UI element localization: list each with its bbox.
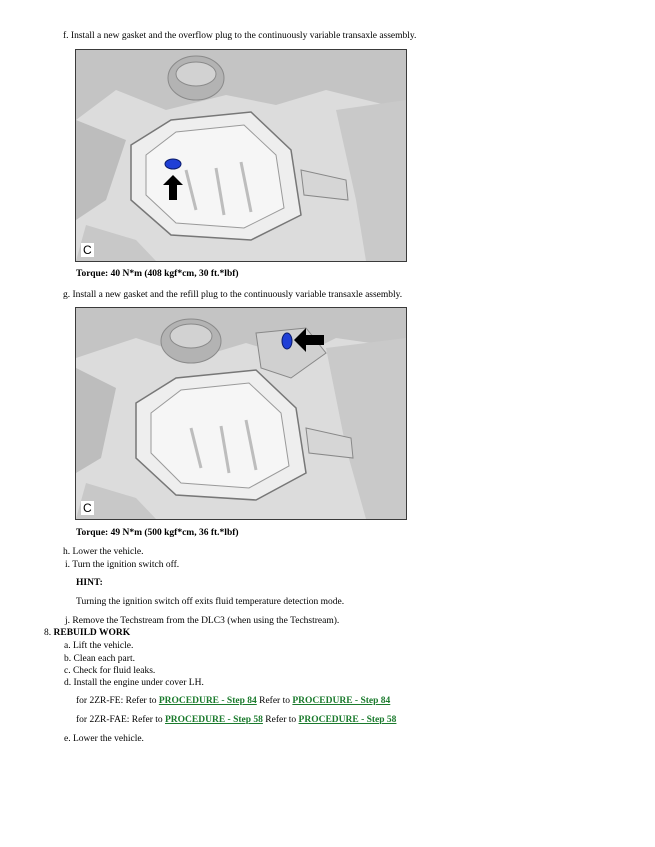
step-marker: g.: [63, 290, 71, 300]
step-text: Turn the ignition switch off.: [72, 560, 180, 570]
step-text: Install a new gasket and the overflow plug to the continuously variable transaxle assembly.: [70, 31, 417, 41]
procedure-link[interactable]: PROCEDURE - Step 84: [158, 696, 257, 706]
hint-text: Turning the ignition switch off exits fluid temperature detection mode.: [76, 597, 345, 607]
step-marker: f.: [63, 31, 69, 41]
ref-mid: Refer to: [262, 715, 299, 725]
item-e: [64, 733, 144, 745]
figure-label: C: [83, 501, 92, 515]
item-marker: d.: [64, 678, 72, 688]
item-marker: c.: [64, 666, 71, 676]
item-text: Install the engine under cover LH.: [73, 678, 204, 688]
item-text: Lower the vehicle.: [72, 734, 144, 744]
overflow-plug-highlight: [165, 159, 181, 169]
refill-plug-highlight: [282, 333, 292, 349]
overflow-plug-illustration: [75, 49, 407, 262]
transaxle-drawing: [76, 50, 406, 261]
procedure-link[interactable]: PROCEDURE - Step 84: [292, 696, 391, 706]
item-marker: b.: [64, 654, 72, 664]
step-j: [65, 615, 339, 627]
ref-2zr-fe: [76, 695, 390, 707]
step-text: Remove the Techstream from the DLC3 (when using the Techstream).: [72, 616, 340, 626]
item-text: Clean each part.: [73, 654, 135, 664]
ref-prefix: for 2ZR-FE: Refer to: [76, 696, 159, 706]
refill-plug-illustration: [75, 307, 407, 520]
step-text: Lower the vehicle.: [72, 547, 144, 557]
ref-prefix: for 2ZR-FAE: Refer to: [76, 715, 165, 725]
transaxle-drawing: [76, 308, 406, 519]
ref-2zr-fae: [76, 714, 396, 726]
step-marker: h.: [63, 547, 71, 557]
section-marker: 8.: [44, 628, 52, 638]
procedure-link[interactable]: PROCEDURE - Step 58: [298, 715, 397, 725]
item-a: [64, 640, 133, 652]
step-text: Install a new gasket and the refill plug to the continuously variable transaxle assembly.: [72, 290, 403, 300]
step-marker: j.: [65, 616, 71, 626]
section-heading: [44, 627, 130, 639]
item-marker: e.: [64, 734, 71, 744]
item-b: [64, 653, 135, 665]
item-d: [64, 677, 204, 689]
step-h: [63, 546, 143, 558]
step-marker: i.: [65, 560, 71, 570]
hint-label: HINT:: [76, 578, 103, 588]
item-marker: a.: [64, 641, 71, 651]
torque-spec-1: Torque: 40 N*m (408 kgf*cm, 30 ft.*lbf): [76, 269, 239, 279]
step-g: [63, 289, 402, 301]
torque-spec-2: Torque: 49 N*m (500 kgf*cm, 36 ft.*lbf): [76, 528, 239, 538]
item-text: Check for fluid leaks.: [72, 666, 156, 676]
step-f: [63, 30, 416, 42]
procedure-link[interactable]: PROCEDURE - Step 58: [165, 715, 263, 725]
step-i: [65, 559, 179, 571]
figure-label: C: [83, 243, 92, 257]
item-text: Lift the vehicle.: [72, 641, 134, 651]
ref-mid: Refer to: [256, 696, 293, 706]
item-c: [64, 665, 155, 677]
section-title: REBUILD WORK: [53, 628, 131, 638]
